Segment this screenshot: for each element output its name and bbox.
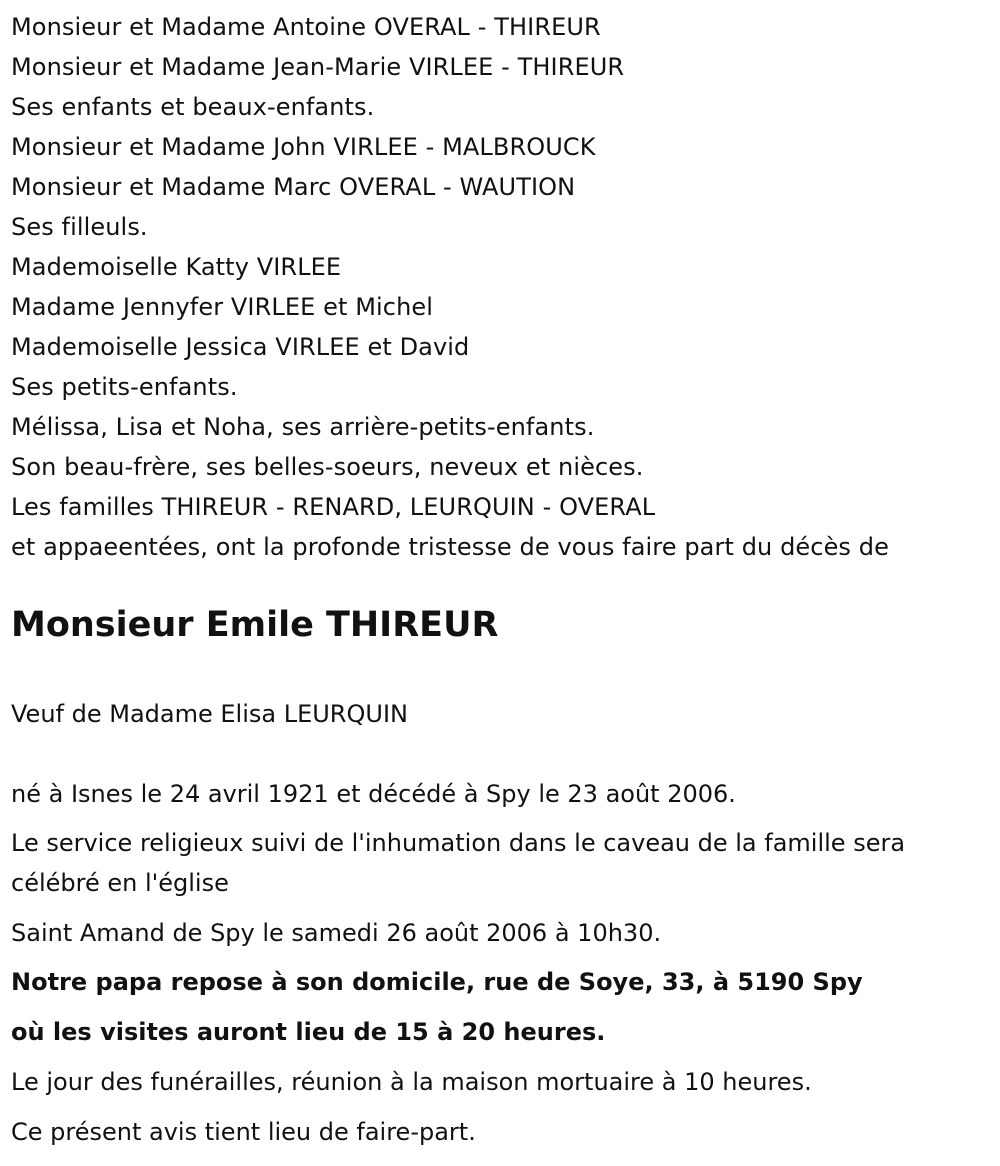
family-line: Ses filleuls.: [11, 213, 148, 241]
rest-address-line: Notre papa repose à son domicile, rue de Soye, 33, à 5190 Spy: [11, 968, 863, 996]
family-line: Ses petits-enfants.: [11, 373, 238, 401]
family-line: Monsieur et Madame Antoine OVERAL - THIREUR: [11, 13, 601, 41]
service-line: Le service religieux suivi de l'inhumation dans le caveau de la famille sera célébré en l'église: [11, 829, 906, 897]
family-line: Monsieur et Madame John VIRLEE - MALBROUCK: [11, 133, 596, 161]
family-line: Les familles THIREUR - RENARD, LEURQUIN - OVERAL: [11, 493, 656, 521]
family-line: Mélissa, Lisa et Noha, ses arrière-petits-enfants.: [11, 413, 595, 441]
birth-death-line: né à Isnes le 24 avril 1921 et décédé à Spy le 23 août 2006.: [11, 780, 736, 808]
church-line: Saint Amand de Spy le samedi 26 août 2006 à 10h30.: [11, 919, 662, 947]
family-line: et appaeentées, ont la profonde tristesse de vous faire part du décès de: [11, 533, 889, 561]
notice-line: Ce présent avis tient lieu de faire-part.: [11, 1118, 476, 1146]
family-line: Madame Jennyfer VIRLEE et Michel: [11, 293, 434, 321]
deceased-name: Monsieur Emile THIREUR: [11, 605, 499, 645]
family-list: [11, 7, 889, 567]
family-line: Ses enfants et beaux-enfants.: [11, 93, 375, 121]
visiting-hours-line: où les visites auront lieu de 15 à 20 heures.: [11, 1018, 606, 1046]
funeral-day-line: Le jour des funérailles, réunion à la maison mortuaire à 10 heures.: [11, 1068, 812, 1096]
widower-line: Veuf de Madame Elisa LEURQUIN: [11, 700, 408, 728]
family-line: Mademoiselle Katty VIRLEE: [11, 253, 342, 281]
family-line: Son beau-frère, ses belles-soeurs, neveux et nièces.: [11, 453, 644, 481]
family-line: Monsieur et Madame Marc OVERAL - WAUTION: [11, 173, 576, 201]
family-line: Mademoiselle Jessica VIRLEE et David: [11, 333, 470, 361]
family-line: Monsieur et Madame Jean-Marie VIRLEE - THIREUR: [11, 53, 625, 81]
